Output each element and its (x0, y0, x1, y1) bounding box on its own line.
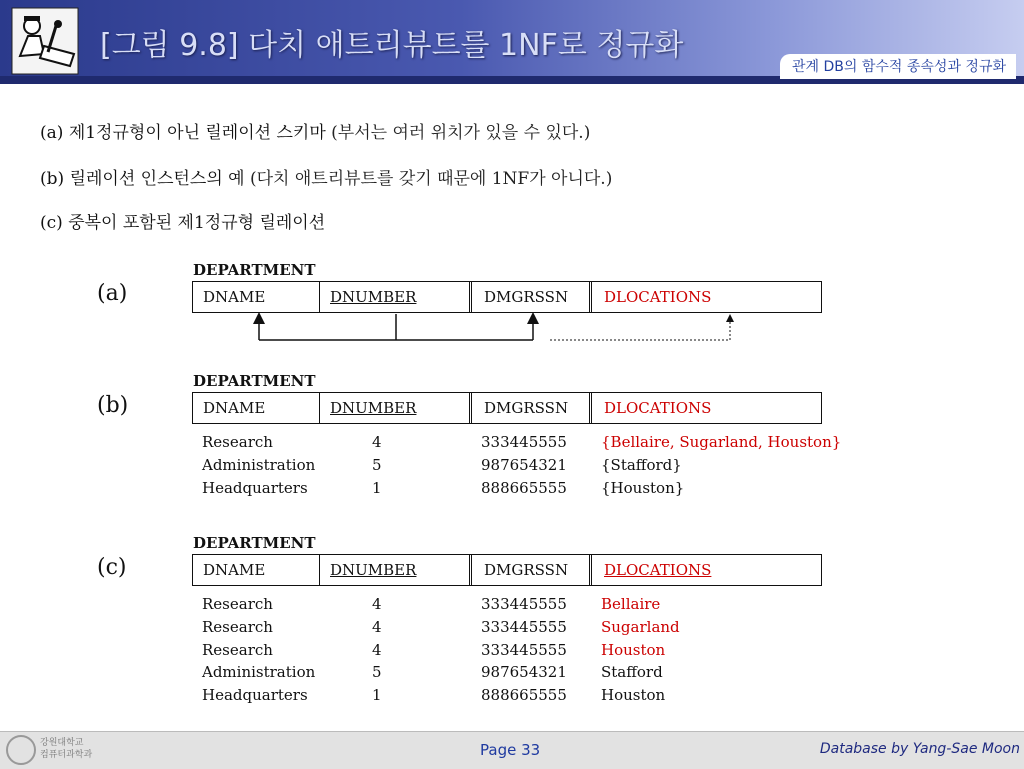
cell-dmgrssn: 888665555 (481, 686, 567, 705)
school-line-1: 강원대학교 (40, 738, 84, 748)
cell-dmgrssn: 987654321 (481, 663, 567, 682)
figure-label-a: (a) (97, 281, 128, 306)
cell-dname: Headquarters (202, 478, 308, 497)
figure-label-b: (b) (97, 393, 129, 418)
bullet-note: (부서는 여러 위치가 있을 수 있다.) (331, 123, 591, 143)
cell-dname: Research (202, 595, 273, 613)
cell-dnumber: 4 (372, 595, 382, 613)
school-line-2: 컴퓨터과학과 (40, 750, 93, 760)
cell-dlocations: Stafford (601, 663, 663, 682)
relation-name-b: DEPARTMENT (193, 372, 316, 390)
cell-dmgrssn: 888665555 (481, 478, 567, 497)
bullet-prefix: (c) (40, 213, 63, 233)
cell-dlocations: {Stafford} (601, 455, 682, 474)
footer-credit: Database by Yang-Sae Moon (819, 741, 1020, 757)
page-number: Page 33 (480, 741, 541, 759)
cell-dnumber: 5 (372, 455, 382, 474)
bullet-prefix: (a) (40, 123, 64, 143)
university-seal-icon (6, 735, 36, 765)
slide-footer (0, 731, 1024, 769)
cell-dname: Administration (202, 455, 316, 474)
presenter-logo-icon (10, 6, 80, 76)
cell-dmgrssn: 333445555 (481, 433, 567, 451)
bullet-b (40, 164, 612, 189)
cell-dnumber: 1 (372, 478, 382, 497)
cell-dnumber: 1 (372, 686, 382, 705)
cell-dmgrssn: 333445555 (481, 595, 567, 613)
bullet-c (40, 208, 325, 233)
column-dnumber: DNUMBER (320, 282, 472, 312)
school-name (40, 737, 92, 761)
relation-name-c: DEPARTMENT (193, 534, 316, 552)
relation-name-a: DEPARTMENT (193, 261, 316, 279)
schema-a (192, 281, 822, 313)
dependency-arrows (240, 312, 750, 344)
column-dname: DNAME (193, 282, 320, 312)
cell-dnumber: 4 (372, 640, 382, 659)
column-dname: DNAME (193, 555, 320, 585)
cell-dname: Administration (202, 663, 316, 682)
cell-dnumber: 4 (372, 433, 382, 451)
cell-dlocations: Bellaire (601, 595, 661, 613)
cell-dmgrssn: 333445555 (481, 617, 567, 636)
section-subtitle: 관계 DB의 함수적 종속성과 정규화 (780, 54, 1016, 79)
column-dmgrssn: DMGRSSN (474, 282, 592, 312)
bullet-text: 중복이 포함된 제1정규형 릴레이션 (68, 213, 326, 233)
column-dname: DNAME (193, 393, 320, 423)
cell-dname: Headquarters (202, 686, 308, 705)
bullet-text: 릴레이션 인스턴스의 예 (69, 169, 245, 189)
column-dnumber: DNUMBER (320, 393, 472, 423)
column-dlocations: DLOCATIONS (604, 288, 712, 306)
column-dnumber: DNUMBER (320, 555, 472, 585)
cell-dnumber: 5 (372, 663, 382, 682)
column-dmgrssn: DMGRSSN (474, 393, 592, 423)
bullet-a (40, 118, 590, 143)
cell-dnumber: 4 (372, 617, 382, 636)
column-dlocations: DLOCATIONS (604, 399, 712, 417)
schema-c (192, 554, 822, 586)
column-dmgrssn: DMGRSSN (474, 555, 592, 585)
cell-dlocations: Sugarland (601, 617, 680, 636)
bullet-prefix: (b) (40, 169, 65, 189)
cell-dlocations: {Houston} (601, 478, 685, 497)
bullet-note: (다치 애트리뷰트를 갖기 때문에 1NF가 아니다.) (250, 169, 613, 189)
bullet-text: 제1정규형이 아닌 릴레이션 스키마 (68, 123, 326, 143)
cell-dname: Research (202, 617, 273, 636)
cell-dlocations: Houston (601, 686, 666, 705)
cell-dmgrssn: 333445555 (481, 640, 567, 659)
column-dlocations: DLOCATIONS (604, 561, 712, 579)
cell-dmgrssn: 987654321 (481, 455, 567, 474)
page-title: [그림 9.8] 다치 애트리뷰트를 1NF로 정규화 (100, 28, 684, 63)
cell-dlocations: Houston (601, 640, 666, 659)
cell-dlocations: {Bellaire, Sugarland, Houston} (601, 433, 842, 451)
schema-b (192, 392, 822, 424)
figure-label-c: (c) (97, 555, 127, 580)
cell-dname: Research (202, 640, 273, 659)
cell-dname: Research (202, 433, 273, 451)
